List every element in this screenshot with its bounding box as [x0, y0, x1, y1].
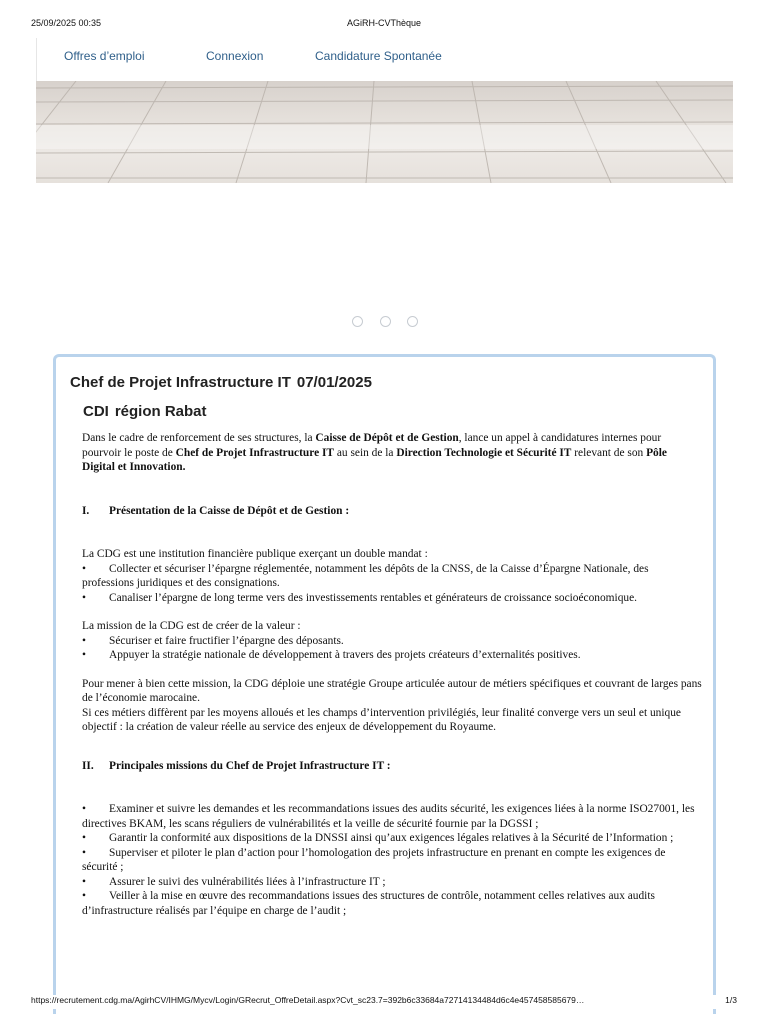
intro-bold-direction: Direction Technologie et Sécurité IT	[396, 446, 572, 459]
nav-link-offres[interactable]: Offres d’emploi	[64, 49, 145, 63]
intro-text-2: , lance un appel à candidatures internes pour pourvoir le poste de	[82, 432, 662, 459]
offer-detail-panel	[53, 354, 716, 1014]
nav-link-connexion[interactable]: Connexion	[206, 49, 264, 63]
section-1-heading	[82, 504, 702, 519]
section-1-paragraph-3: Pour mener à bien cette mission, la CDG déploie une stratégie Groupe articulée autour de métiers spécifiques et couvrant de larges pans de l’économie marocaine.	[82, 677, 702, 704]
top-navigation	[36, 38, 733, 81]
offer-contract-line	[83, 403, 207, 420]
nav-link-candidature-spontanee[interactable]: Candidature Spontanée	[315, 49, 442, 63]
offer-contract-type: CDI	[83, 403, 109, 420]
hero-banner-image	[36, 81, 733, 183]
tiled-floor-illustration	[36, 81, 733, 183]
offer-intro-paragraph	[82, 431, 702, 475]
list-item: • Collecter et sécuriser l’épargne réglementée, notamment les dépôts de la CNSS, de la Caisse d’Épargne Nationale, des professions juridiques et des consignations.	[82, 562, 649, 589]
offer-region: région Rabat	[114, 403, 207, 420]
list-item: • Canaliser l’épargne de long terme vers des investissements rentables et générateurs de croissance socioéconomique.	[82, 591, 638, 604]
list-item: • Veiller à la mise en œuvre des recommandations issues des structures de contrôle, notamment celles relatives aux audits d’infrastructure réalisés par l’équipe en charge de l’audit ;	[82, 890, 655, 917]
section-1-paragraph-1: La CDG est une institution financière publique exerçant un double mandat :	[82, 548, 428, 560]
print-page-number: 1/3	[725, 995, 737, 1005]
list-item: • Appuyer la stratégie nationale de développement à travers des projets créateurs d’externalités positives.	[82, 649, 581, 661]
section-1-number: I.	[82, 504, 90, 517]
carousel-dot-2[interactable]	[380, 316, 391, 327]
offer-title-line	[70, 374, 372, 391]
print-document-title: AGiRH-CVThèque	[346, 18, 422, 28]
offer-date: 07/01/2025	[296, 374, 372, 391]
list-item: • Assurer le suivi des vulnérabilités liées à l’infrastructure IT ;	[82, 875, 386, 888]
list-item: • Superviser et piloter le plan d’action pour l’homologation des projets infrastructure en prenant en compte les exigences de sécurité ;	[82, 846, 666, 873]
section-2-number: II.	[82, 759, 94, 772]
carousel-indicators	[352, 316, 422, 328]
section-1-paragraph-4: Si ces métiers diffèrent par les moyens alloués et les champs d’intervention privilégiés, leur finalité converge vers un seul et unique objectif : la création de valeur réelle au service des enjeux de développement du Royaume.	[82, 706, 681, 733]
list-item: • Sécuriser et faire fructifier l’épargne des déposants.	[82, 634, 344, 647]
offer-title: Chef de Projet Infrastructure IT	[70, 374, 291, 391]
print-footer	[0, 995, 768, 1009]
print-page-url: https://recrutement.cdg.ma/AgirhCV/IHMG/Mycv/Login/GRecrut_OffreDetail.aspx?Cvt_sc23.7=392b6c33684a72714134484d6c4e457458585679…	[31, 995, 585, 1005]
carousel-dot-3[interactable]	[407, 316, 418, 327]
intro-text-1: Dans le cadre de renforcement de ses structures, la	[82, 432, 316, 444]
intro-bold-cdg: Caisse de Dépôt et de Gestion	[315, 432, 459, 444]
intro-bold-position: Chef de Projet Infrastructure IT	[175, 446, 335, 459]
section-1-title: Présentation de la Caisse de Dépôt et de Gestion :	[109, 504, 350, 517]
intro-bold-pole: Pôle Digital et Innovation.	[82, 446, 667, 473]
list-item: • Examiner et suivre les demandes et les recommandations issues des audits sécurité, les exigences liées à la norme ISO27001, les directives BKAM, les scans réguliers de vulnérabilités et la veille de sécurité fournie par la DGSSI ;	[82, 803, 695, 830]
section-2-title: Principales missions du Chef de Projet Infrastructure IT :	[109, 759, 391, 772]
print-header	[0, 18, 768, 32]
offer-description	[82, 431, 702, 918]
carousel-dot-1[interactable]	[352, 316, 363, 327]
section-2-heading	[82, 759, 702, 774]
section-1-paragraph-2: La mission de la CDG est de créer de la valeur :	[82, 620, 301, 632]
print-date: 25/09/2025 00:35	[31, 18, 102, 28]
intro-text-3: au sein de la	[334, 446, 397, 459]
list-item: • Garantir la conformité aux dispositions de la DNSSI ainsi qu’aux exigences légales relatives à la Sécurité de l’Information ;	[82, 832, 674, 844]
intro-text-4: relevant de son	[571, 446, 647, 459]
